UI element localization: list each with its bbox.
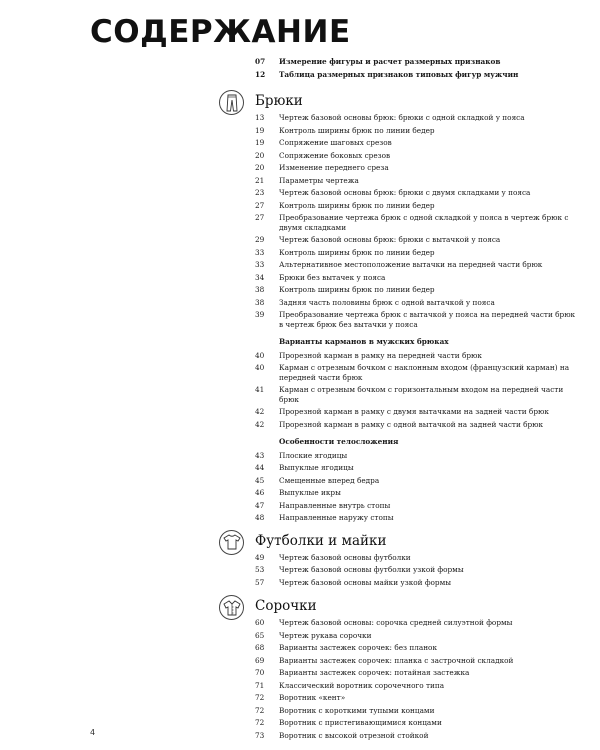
entry-title: Чертеж базовой основы майки узкой формы [279, 577, 452, 587]
shirts-list [255, 618, 580, 740]
page-ref: 07 [255, 57, 266, 66]
page-ref: 69 [255, 655, 265, 665]
subsection-heading: Особенности телосложения [279, 437, 399, 446]
body-features-list [255, 451, 580, 523]
toc-entry[interactable] [255, 706, 580, 716]
toc-entry[interactable] [255, 407, 580, 417]
entry-title: Воротник с высокой отрезной стойкой [279, 730, 429, 740]
section-title: Сорочки [255, 598, 317, 614]
page-ref: 33 [255, 247, 265, 257]
intro-list [255, 57, 580, 79]
page-ref: 40 [255, 363, 265, 372]
toc-entry[interactable] [255, 188, 580, 198]
page-ref: 41 [255, 385, 265, 394]
toc-entry[interactable] [255, 285, 580, 295]
entry-title: Чертеж рукава сорочки [279, 630, 372, 640]
page-ref: 13 [255, 113, 265, 122]
entry-title: Направленные внутрь стопы [279, 500, 391, 510]
toc-entry[interactable] [255, 363, 580, 382]
page-ref: 39 [255, 310, 265, 319]
toc-entry[interactable] [255, 176, 580, 186]
page-ref: 40 [255, 350, 265, 360]
entry-title: Чертеж базовой основы: сорочка средней силуэтной формы [279, 618, 513, 627]
page-ref: 27 [255, 200, 265, 210]
tshirts-list [255, 553, 580, 588]
toc-entry[interactable] [255, 643, 580, 653]
toc-entry[interactable] [255, 668, 580, 678]
toc-entry[interactable] [255, 213, 580, 232]
page-ref: 33 [255, 260, 265, 269]
section-tshirts [255, 530, 580, 588]
page-ref: 70 [255, 668, 265, 677]
entry-title: Карман с отрезным бочком с горизонтальным входом на передней части брюк [279, 385, 564, 404]
toc-entry[interactable] [255, 731, 580, 741]
page-ref: 60 [255, 618, 265, 627]
page-ref: 48 [255, 513, 265, 522]
pockets-list [255, 351, 580, 430]
page-ref: 65 [255, 630, 265, 640]
page-ref: 19 [255, 125, 265, 135]
trousers-list [255, 113, 580, 329]
toc-entry[interactable] [255, 248, 580, 258]
toc-entry[interactable] [255, 260, 580, 270]
entry-title: Выпуклые икры [279, 488, 341, 497]
page-ref: 43 [255, 450, 265, 460]
page-ref: 19 [255, 138, 265, 147]
toc-entry[interactable] [255, 451, 580, 461]
page-ref: 12 [255, 69, 266, 79]
entry-title: Варианты застежек сорочек: планка с застрочной складкой [279, 655, 514, 665]
toc-entry[interactable] [255, 201, 580, 211]
table-of-contents [255, 57, 580, 743]
entry-title: Чертеж базовой основы футболки [279, 552, 411, 562]
page-number: 4 [90, 728, 96, 737]
toc-entry[interactable] [255, 113, 580, 123]
toc-entry[interactable] [255, 565, 580, 575]
trousers-icon [219, 90, 244, 115]
page-ref: 53 [255, 565, 265, 574]
entry-title: Преобразование чертежа брюк с вытачкой у пояса на передней части брюк в чертеж брюк без вытачки у пояса [279, 310, 576, 329]
tshirt-icon [219, 530, 244, 555]
page-ref: 23 [255, 188, 265, 197]
page-ref: 49 [255, 552, 265, 562]
toc-entry[interactable] [255, 476, 580, 486]
entry-title: Чертеж базовой основы брюк: брюки с двумя складками у пояса [279, 188, 531, 197]
page-ref: 57 [255, 577, 265, 587]
entry-title: Классический воротник сорочечного типа [279, 680, 445, 690]
page-ref: 72 [255, 693, 265, 702]
toc-entry[interactable] [255, 126, 580, 136]
entry-title: Варианты застежек сорочек: без планок [279, 643, 438, 652]
entry-title: Альтернативное местоположение вытачки на передней части брюк [279, 260, 543, 269]
page-ref: 71 [255, 680, 265, 690]
page-ref: 72 [255, 705, 265, 715]
entry-title: Варианты застежек сорочек: потайная застежка [279, 668, 470, 677]
page-ref: 47 [255, 500, 265, 510]
toc-entry[interactable] [255, 578, 580, 588]
entry-title: Воротник «кент» [279, 693, 346, 702]
toc-entry[interactable] [255, 163, 580, 173]
page-ref: 42 [255, 407, 265, 416]
page-ref: 27 [255, 213, 265, 222]
entry-title: Контроль ширины брюк по линии бедер [279, 285, 435, 294]
page-ref: 46 [255, 488, 265, 497]
entry-title: Брюки без вытачек у пояса [279, 272, 386, 282]
entry-title: Сопряжение боковых срезов [279, 150, 391, 160]
entry-title: Преобразование чертежа брюк с одной складкой у пояса в чертеж брюк с двумя складками [279, 213, 569, 232]
toc-entry[interactable] [255, 618, 580, 628]
toc-entry[interactable] [255, 138, 580, 148]
section-title: Брюки [255, 93, 303, 109]
page-ref: 42 [255, 419, 265, 429]
toc-entry[interactable] [255, 513, 580, 523]
toc-entry[interactable] [255, 693, 580, 703]
toc-entry[interactable] [255, 351, 580, 361]
page-ref: 20 [255, 163, 265, 172]
toc-entry[interactable] [255, 273, 580, 283]
entry-title: Прорезной карман в рамку с двумя вытачками на задней части брюк [279, 407, 549, 416]
entry-title: Контроль ширины брюк по линии бедер [279, 200, 435, 210]
page-ref: 20 [255, 150, 265, 160]
shirt-icon [219, 595, 244, 620]
toc-entry[interactable] [255, 70, 580, 80]
toc-entry[interactable] [255, 235, 580, 245]
toc-entry[interactable] [255, 553, 580, 563]
entry-title: Прорезной карман в рамку с одной вытачкой на задней части брюк [279, 419, 544, 429]
page-ref: 72 [255, 718, 265, 727]
page-title: СОДЕРЖАНИЕ [90, 14, 351, 50]
entry-title: Параметры чертежа [279, 175, 359, 185]
entry-title: Чертеж базовой основы брюк: брюки с вытачкой у пояса [279, 235, 501, 244]
entry-title: Чертеж базовой основы футболки узкой формы [279, 565, 464, 574]
subsection-heading: Варианты карманов в мужских брюках [279, 337, 449, 346]
toc-entry[interactable] [255, 463, 580, 473]
entry-title: Воротник с короткими тупыми концами [279, 705, 435, 715]
toc-entry[interactable] [255, 298, 580, 308]
entry-title: Плоские ягодицы [279, 450, 348, 460]
entry-title: Задняя часть половины брюк с одной вытачкой у пояса [279, 297, 495, 307]
toc-entry[interactable] [255, 151, 580, 161]
entry-title: Прорезной карман в рамку на передней части брюк [279, 350, 482, 360]
toc-entry[interactable] [255, 420, 580, 430]
page-ref: 34 [255, 272, 265, 282]
entry-title: Контроль ширины брюк по линии бедер [279, 125, 435, 135]
section-title: Футболки и майки [255, 532, 387, 549]
entry-title: Карман с отрезным бочком с наклонным входом (французский карман) на передней части брюк [279, 363, 570, 382]
page-ref: 38 [255, 297, 265, 307]
entry-title: Измерение фигуры и расчет размерных признаков [279, 57, 501, 66]
entry-title: Изменение переднего среза [279, 163, 389, 172]
entry-title: Выпуклые ягодицы [279, 463, 354, 472]
page-ref: 21 [255, 175, 265, 185]
toc-entry[interactable] [255, 488, 580, 498]
toc-entry[interactable] [255, 501, 580, 511]
entry-title: Контроль ширины брюк по линии бедер [279, 247, 435, 257]
entry-title: Направленные наружу стопы [279, 513, 394, 522]
page-ref: 73 [255, 730, 265, 740]
toc-entry[interactable] [255, 310, 580, 329]
section-shirts [255, 595, 580, 740]
toc-entry[interactable] [255, 385, 580, 404]
toc-entry[interactable] [255, 631, 580, 641]
toc-entry[interactable] [255, 57, 580, 67]
entry-title: Чертеж базовой основы брюк: брюки с одной складкой у пояса [279, 113, 525, 122]
toc-entry[interactable] [255, 656, 580, 666]
page-ref: 68 [255, 643, 265, 652]
entry-title: Таблица размерных признаков типовых фигур мужчин [279, 69, 519, 79]
entry-title: Воротник с пристегивающимися концами [279, 718, 442, 727]
page-ref: 38 [255, 285, 265, 294]
toc-entry[interactable] [255, 718, 580, 728]
section-trousers [255, 90, 580, 523]
page-ref: 44 [255, 463, 265, 472]
page-ref: 29 [255, 235, 265, 244]
entry-title: Смещенные вперед бедра [279, 475, 380, 485]
toc-entry[interactable] [255, 681, 580, 691]
entry-title: Сопряжение шаговых срезов [279, 138, 392, 147]
page-ref: 45 [255, 475, 265, 485]
